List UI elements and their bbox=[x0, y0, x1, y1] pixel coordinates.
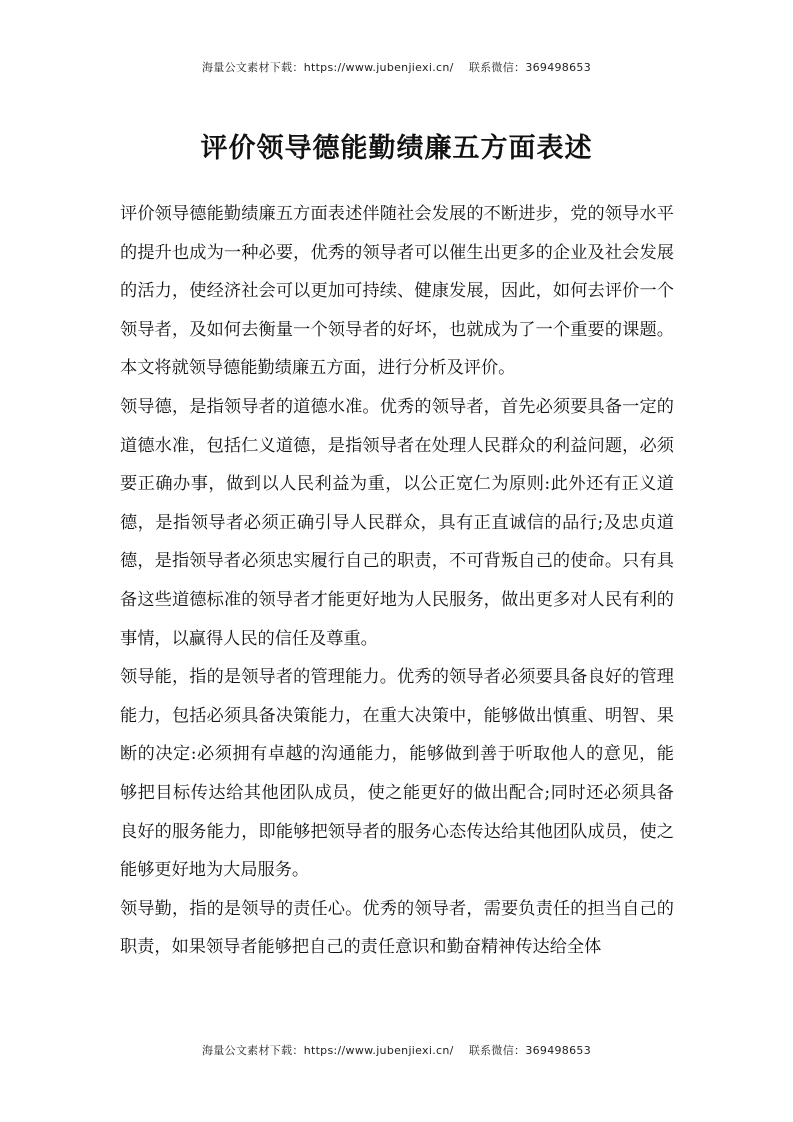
footer-contact-label: 联系微信： bbox=[468, 1044, 526, 1057]
footer-contact-id: 369498653 bbox=[525, 1044, 591, 1057]
header-contact-id: 369498653 bbox=[525, 61, 591, 74]
paragraph-de: 领导德，是指领导者的道德水准。优秀的领导者，首先必须要具备一定的道德水准，包括仁义道德，是指领导者在处理人民群众的利益问题，必须要正确办事，做到以人民利益为重，以公正宽仁为原则:此外还有正义道德，是指领导者必须正确引导人民群众，具有正直诚信的品行;及忠贞道德，是指领导者必须忠实履行自己的职责，不可背叛自己的使命。只有具备这些道德标准的领导者才能更好地为人民服务，做出更多对人民有利的事情，以赢得人民的信任及尊重。 bbox=[120, 396, 674, 649]
footer-url-link[interactable]: https://www.jubenjiexi.cn/ bbox=[303, 1044, 454, 1057]
paragraph-intro: 评价领导德能勤绩廉五方面表述伴随社会发展的不断进步，党的领导水平的提升也成为一种必要，优秀的领导者可以催生出更多的企业及社会发展的活力，使经济社会可以更加可持续、健康发展，因此，如何去评价一个领导者，及如何去衡量一个领导者的好坏，也就成为了一个重要的课题。本文将就领导德能勤绩廉五方面，进行分析及评价。 bbox=[120, 204, 674, 379]
header-url-link[interactable]: https://www.jubenjiexi.cn/ bbox=[303, 61, 454, 74]
paragraph-qin: 领导勤，指的是领导的责任心。优秀的领导者，需要负责任的担当自己的职责，如果领导者能够把自己的责任意识和勤奋精神传达给全体 bbox=[120, 898, 674, 958]
document-title: 评价领导德能勤绩廉五方面表述 bbox=[200, 133, 593, 164]
header-contact-label: 联系微信： bbox=[468, 61, 526, 74]
paragraph-neng: 领导能，指的是领导者的管理能力。优秀的领导者必须要具备良好的管理能力，包括必须具备决策能力，在重大决策中，能够做出慎重、明智、果断的决定:必须拥有卓越的沟通能力，能够做到善于听取他人的意见，能够把目标传达给其他团队成员，使之能更好的做出配合;同时还必须具备良好的服务能力，即能够把领导者的服务心态传达给其他团队成员，使之能够更好地为大局服务。 bbox=[120, 667, 674, 881]
header-spacer bbox=[454, 61, 469, 74]
footer-spacer bbox=[454, 1044, 469, 1057]
footer-download-label: 海量公文素材下载： bbox=[201, 1044, 304, 1057]
document-body bbox=[120, 195, 674, 967]
page-footer bbox=[0, 1042, 793, 1058]
page-header bbox=[0, 59, 793, 75]
header-download-label: 海量公文素材下载： bbox=[201, 61, 304, 74]
